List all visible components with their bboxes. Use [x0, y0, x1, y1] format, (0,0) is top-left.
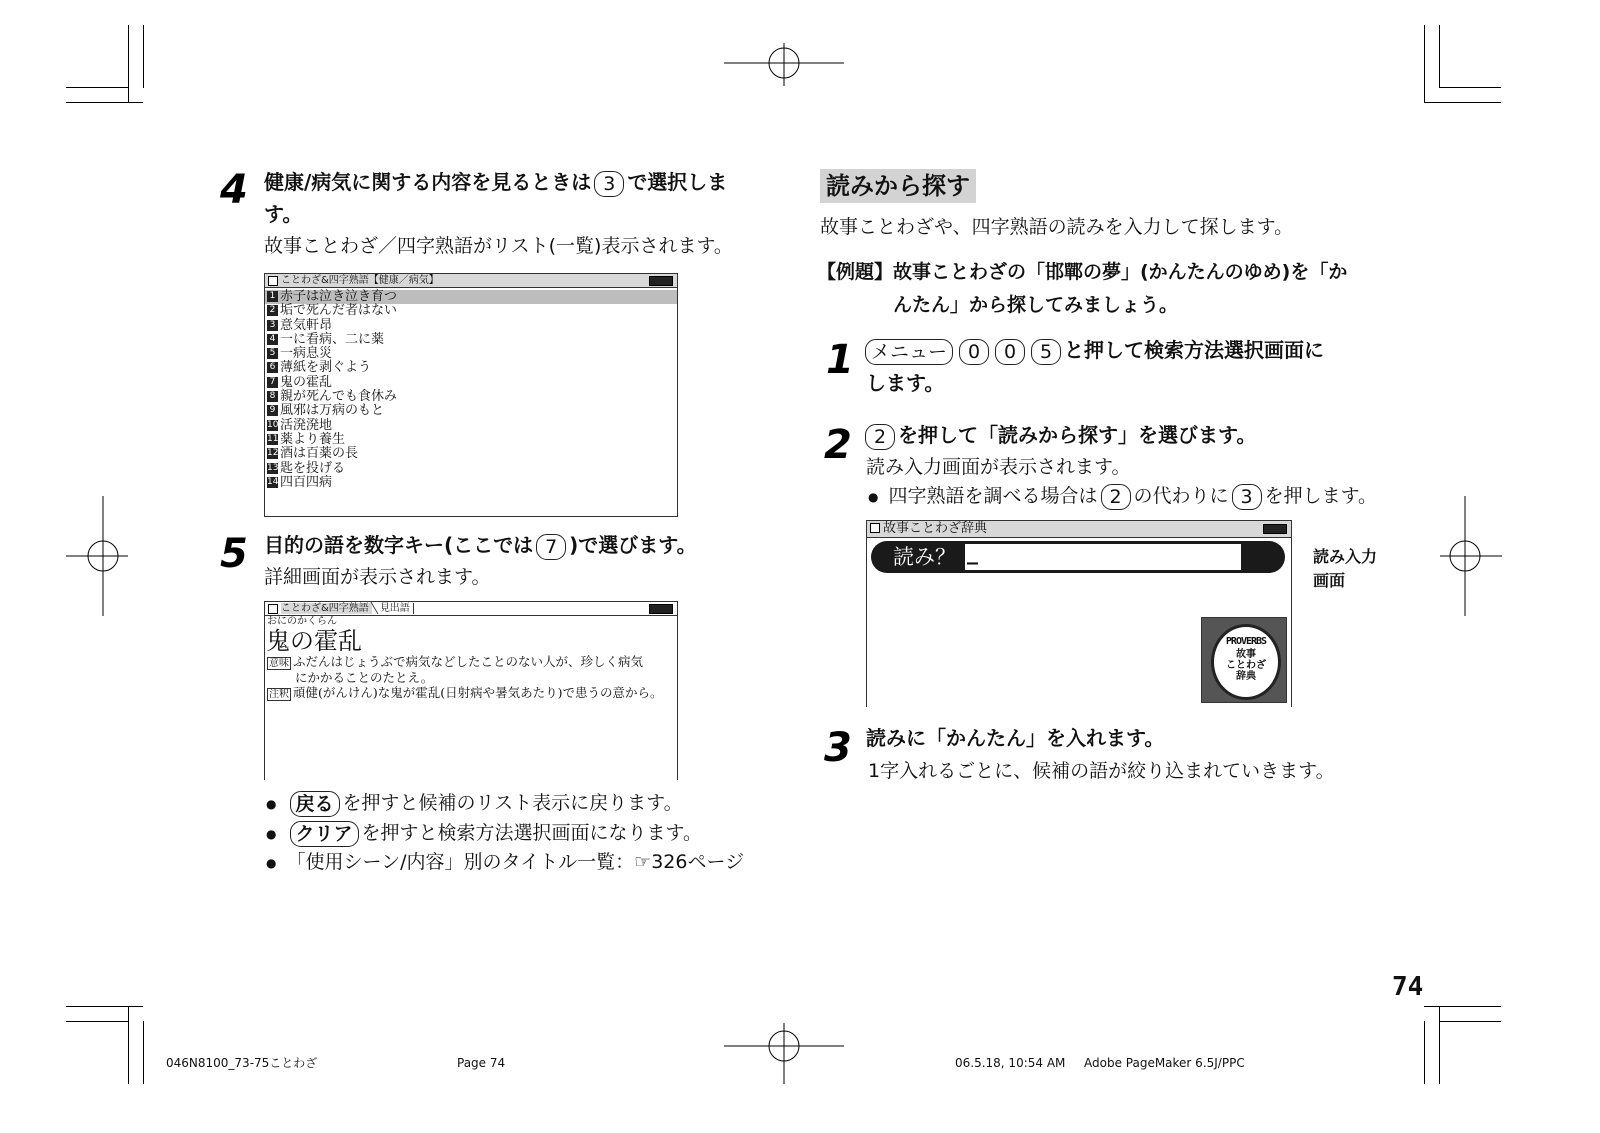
step-5-text-post: )で選びます。	[569, 533, 697, 557]
detail-headword: 鬼の霍乱	[266, 627, 362, 655]
logo-kanji-3: 辞典	[1236, 671, 1256, 682]
item-text: 親が死んでも食休み	[280, 389, 398, 405]
battery-icon	[649, 276, 673, 286]
footer-file: 046N8100_73-75ことわざ	[166, 1056, 318, 1070]
step-2-instruction: 2 を押して「読みから探す」を選びます。	[862, 420, 1256, 450]
step-5-description: 詳細画面が表示されます。	[264, 566, 491, 588]
menu-key: メニュー	[865, 339, 953, 365]
list-item[interactable]	[265, 476, 677, 490]
detail-tab-headword: 見出語	[377, 603, 414, 614]
key-3-alt: 3	[1232, 484, 1262, 510]
logo-proverbs-text: PROVERBS	[1225, 636, 1267, 647]
battery-icon	[1263, 524, 1287, 534]
item-number: 6	[267, 362, 278, 373]
key-2-alt: 2	[1101, 484, 1131, 510]
detail-meaning-line2: にかかることのたとえ。	[295, 670, 434, 685]
back-key: 戻る	[290, 791, 340, 817]
item-text: 活溌溌地	[280, 417, 333, 433]
step-2-description: 読み入力画面が表示されます。	[866, 456, 1131, 478]
step-4-description: 故事ことわざ／四字熟語がリスト(一覧)表示されます。	[264, 235, 733, 257]
list-item[interactable]	[265, 419, 677, 433]
item-number: 7	[267, 377, 278, 388]
list-item[interactable]	[265, 319, 677, 333]
step-2-number: 2	[824, 422, 852, 468]
bullet-back: ● 戻る を押すと候補のリスト表示に戻ります。	[266, 789, 683, 818]
bullet-clear: ● クリア を押すと検索方法選択画面になります。	[266, 819, 702, 848]
logo-kanji-2: ことわざ	[1226, 660, 1266, 671]
detail-tab-main: ことわざ&四字熟語	[281, 603, 372, 614]
list-screen	[264, 273, 678, 517]
reading-screen-title: 故事ことわざ辞典	[867, 521, 1291, 538]
footer-page: Page 74	[457, 1056, 506, 1070]
section-intro: 故事ことわざや、四字熟語の読みを入力して探します。	[820, 216, 1294, 238]
example-label: 【例題】	[817, 261, 894, 283]
item-number: 5	[267, 348, 278, 359]
list-item[interactable]	[265, 361, 677, 375]
step-4-text-post: で選択しま	[627, 170, 728, 194]
key-3: 3	[594, 171, 624, 197]
item-number: 2	[267, 305, 278, 316]
item-number: 12	[267, 448, 279, 459]
detail-meaning: 意味 ふだんはじょうぶで病気などしたことのない人が、珍しく病気	[269, 654, 644, 669]
key-5: 5	[1031, 339, 1061, 365]
item-text: 鬼の霍乱	[280, 374, 333, 390]
item-text: 一病息災	[280, 346, 333, 362]
screen-caption-1: 読み入力	[1313, 547, 1378, 566]
proverbs-logo	[1201, 617, 1287, 703]
reading-input-bar	[871, 541, 1285, 573]
step-3-number: 3	[824, 725, 852, 771]
item-number: 10	[267, 419, 279, 430]
step-5-instruction	[264, 530, 697, 560]
step-1-instruction: メニュー 0 0 5 と押して検索方法選択画面に	[862, 335, 1324, 365]
step-4-text-line2: す。	[264, 202, 303, 226]
detail-screen-title	[265, 602, 677, 616]
detail-screen	[264, 601, 678, 780]
item-number: 13	[267, 462, 279, 473]
item-text: 垢で死んだ者はない	[280, 303, 398, 319]
item-text: 赤子は泣き泣き育つ	[280, 289, 398, 304]
item-number: 8	[267, 391, 278, 402]
battery-icon	[649, 604, 673, 614]
footer-app: Adobe PageMaker 6.5J/PPC	[1084, 1056, 1245, 1070]
list-item[interactable]	[265, 462, 677, 476]
reading-input-screen	[866, 520, 1292, 707]
step-3-instruction: 読みに「かんたん」を入れます。	[866, 726, 1165, 750]
list-item[interactable]	[265, 304, 677, 318]
key-0a: 0	[959, 339, 989, 365]
bullet-title-list: ● 「使用シーン/内容」別のタイトル一覧：☞326ページ	[266, 848, 744, 877]
list-item[interactable]	[265, 376, 677, 390]
list-item[interactable]	[265, 404, 677, 418]
meaning-tag: 意味	[269, 658, 289, 669]
detail-note: 注釈 頑健(がんけん)な鬼が霍乱(日射病や暑気あたり)で患うの意から。	[269, 685, 663, 700]
detail-reading: おにのかくらん	[267, 616, 337, 627]
step-4-number: 4	[220, 167, 248, 213]
step-5-number: 5	[220, 531, 248, 577]
item-number: 3	[267, 320, 278, 331]
item-number: 14	[267, 476, 279, 487]
step-1-line2: します。	[866, 371, 945, 395]
item-text: 風邪は万病のもと	[280, 403, 385, 419]
step-1-number: 1	[826, 337, 854, 383]
item-text: 匙を投げる	[280, 460, 346, 476]
note-tag: 注釈	[269, 689, 289, 700]
example-line1: 故事ことわざの「邯鄲の夢」(かんたんのゆめ)を「か	[893, 261, 1348, 283]
step-4-text-pre: 健康/病気に関する内容を見るときは	[264, 170, 592, 194]
key-0b: 0	[995, 339, 1025, 365]
logo-kanji-1: 故事	[1236, 649, 1256, 660]
step-3-description: 1字入れるごとに、候補の語が絞り込まれていきます。	[868, 760, 1335, 782]
item-text: 一に看病、二に薬	[280, 331, 385, 347]
item-number: 4	[267, 334, 278, 345]
item-text: 薬より養生	[280, 431, 346, 447]
item-text: 薄紙を剥ぐよう	[280, 360, 372, 376]
item-text: 意気軒昂	[280, 317, 333, 333]
list-item[interactable]	[265, 447, 677, 461]
screen-caption-2: 画面	[1313, 571, 1346, 590]
item-number: 9	[267, 405, 278, 416]
clear-key: クリア	[290, 821, 359, 847]
reading-prompt: 読み？	[893, 545, 956, 569]
page-number: 74	[1392, 972, 1424, 1002]
list-items	[265, 288, 677, 490]
step-4-instruction	[264, 167, 727, 197]
item-number: 11	[267, 433, 279, 444]
text-cursor: _	[967, 540, 978, 565]
key-2: 2	[865, 424, 895, 450]
item-number: 1	[267, 291, 278, 302]
footer-date: 06.5.18, 10:54 AM	[955, 1056, 1066, 1070]
list-screen-title: ことわざ&四字熟語【健康／病気】	[265, 274, 677, 288]
step-5-text-pre: 目的の語を数字キー(ここでは	[264, 533, 534, 557]
step-2-bullet: ● 四字熟語を調べる場合は 2 の代わりに 3 を押します。	[868, 482, 1377, 511]
key-7: 7	[536, 534, 566, 560]
list-item[interactable]	[265, 390, 677, 404]
item-text: 四百四病	[280, 474, 333, 490]
example-line2: んたん」から探してみましょう。	[893, 294, 1179, 316]
item-text: 酒は百薬の長	[280, 446, 359, 462]
section-heading: 読みから探す	[820, 169, 976, 203]
reading-input-field[interactable]	[965, 540, 1241, 570]
